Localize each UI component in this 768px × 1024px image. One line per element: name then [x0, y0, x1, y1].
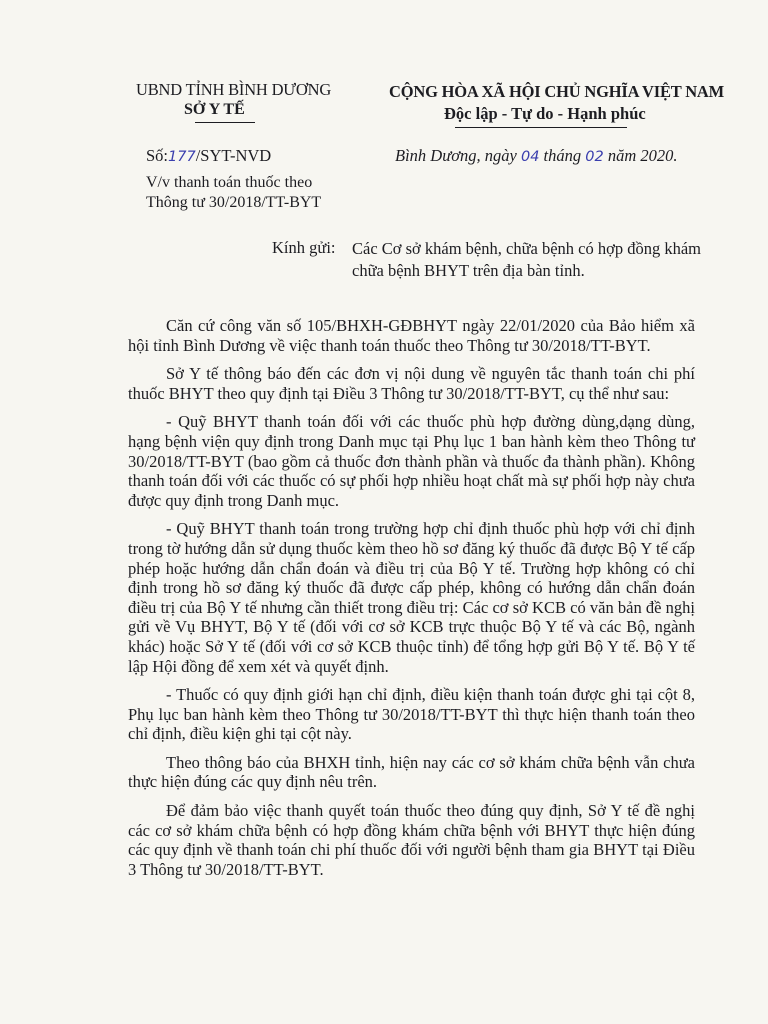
org-name: UBND TỈNH BÌNH DƯƠNG [136, 80, 332, 99]
department-underline [195, 122, 255, 123]
document-date: Bình Dương, ngày 04 tháng 02 năm 2020. [395, 146, 678, 165]
national-motto: Độc lập - Tự do - Hạnh phúc [444, 104, 646, 123]
motto-underline [455, 127, 627, 128]
handwritten-day: 04 [520, 149, 540, 165]
national-title: CỘNG HÒA XÃ HỘI CHỦ NGHĨA VIỆT NAM [389, 82, 725, 101]
handwritten-month: 02 [585, 149, 604, 165]
body-paragraph: - Quỹ BHYT thanh toán trong trường hợp chỉ định thuốc phù hợp với chỉ định trong tờ hướng dẫn sử dụng thuốc kèm theo hồ sơ đăng ký thuốc đã được Bộ Y tế cấp phép hoặc hướng dẫn chẩn đoán và điều trị của Bộ Y tế. Trường hợp không có chỉ định trong hồ sơ đăng ký thuốc đã được cấp phép, không có hướng dẫn chẩn đoán điều trị của Bộ Y tế nhưng cần thiết trong điều trị: Các cơ sở KCB có văn bản đề nghị gửi về Vụ BHYT, Bộ Y tế (đối với cơ sở KCB trực thuộc Bộ Y tế và các Bộ, ngành khác) hoặc Sở Y tế (đối với cơ sở KCB thuộc tỉnh) để tổng hợp gửi Bộ Y tế. Bộ Y tế lập Hội đồng để xem xét và quyết định. [128, 519, 695, 676]
department-name: SỞ Y TẾ [184, 101, 245, 118]
recipient-label: Kính gửi: [272, 238, 336, 257]
recipient-text: Các Cơ sở khám bệnh, chữa bệnh có hợp đồng khám chữa bệnh BHYT trên địa bàn tỉnh. [352, 239, 702, 280]
body-paragraph: - Thuốc có quy định giới hạn chỉ định, điều kiện thanh toán được ghi tại cột 8, Phụ lục ban hành kèm theo Thông tư 30/2018/TT-BYT thì thực hiện thanh toán theo chỉ định, điều kiện ghi tại cột này. [128, 685, 695, 744]
document-subject: V/v thanh toán thuốc theo Thông tư 30/2018/TT-BYT [146, 174, 322, 211]
body-paragraph: Để đảm bảo việc thanh quyết toán thuốc theo đúng quy định, Sở Y tế đề nghị các cơ sở khám chữa bệnh có hợp đồng khám chữa bệnh với BHYT thực hiện đúng các quy định về thanh toán chi phí thuốc đối với người bệnh tham gia BHYT tại Điều 3 Thông tư 30/2018/TT-BYT. [128, 801, 695, 879]
body-paragraph: Sở Y tế thông báo đến các đơn vị nội dung về nguyên tắc thanh toán chi phí thuốc BHYT theo quy định tại Điều 3 Thông tư 30/2018/TT-BYT, cụ thể như sau: [128, 364, 695, 403]
document-number: Số:177/SYT-NVD [146, 146, 272, 165]
body-paragraph: - Quỹ BHYT thanh toán đối với các thuốc phù hợp đường dùng,dạng dùng, hạng bệnh viện quy định trong Danh mục tại Phụ lục 1 ban hành kèm theo Thông tư 30/2018/TT-BYT (bao gồm cả thuốc đơn thành phần và thuốc đa thành phần). Không thanh toán đối với các thuốc có sự phối hợp nhiều hoạt chất mà sự phối hợp này chưa được quy định trong Danh mục. [128, 412, 695, 510]
document-body [128, 316, 695, 888]
body-paragraph: Theo thông báo của BHXH tỉnh, hiện nay các cơ sở khám chữa bệnh vẫn chưa thực hiện đúng các quy định nêu trên. [128, 752, 695, 792]
body-paragraph: Căn cứ công văn số 105/BHXH-GĐBHYT ngày 22/01/2020 của Bảo hiểm xã hội tỉnh Bình Dương về việc thanh toán thuốc theo Thông tư 30/2018/TT-BYT. [128, 316, 695, 355]
handwritten-number: 177 [168, 149, 196, 165]
